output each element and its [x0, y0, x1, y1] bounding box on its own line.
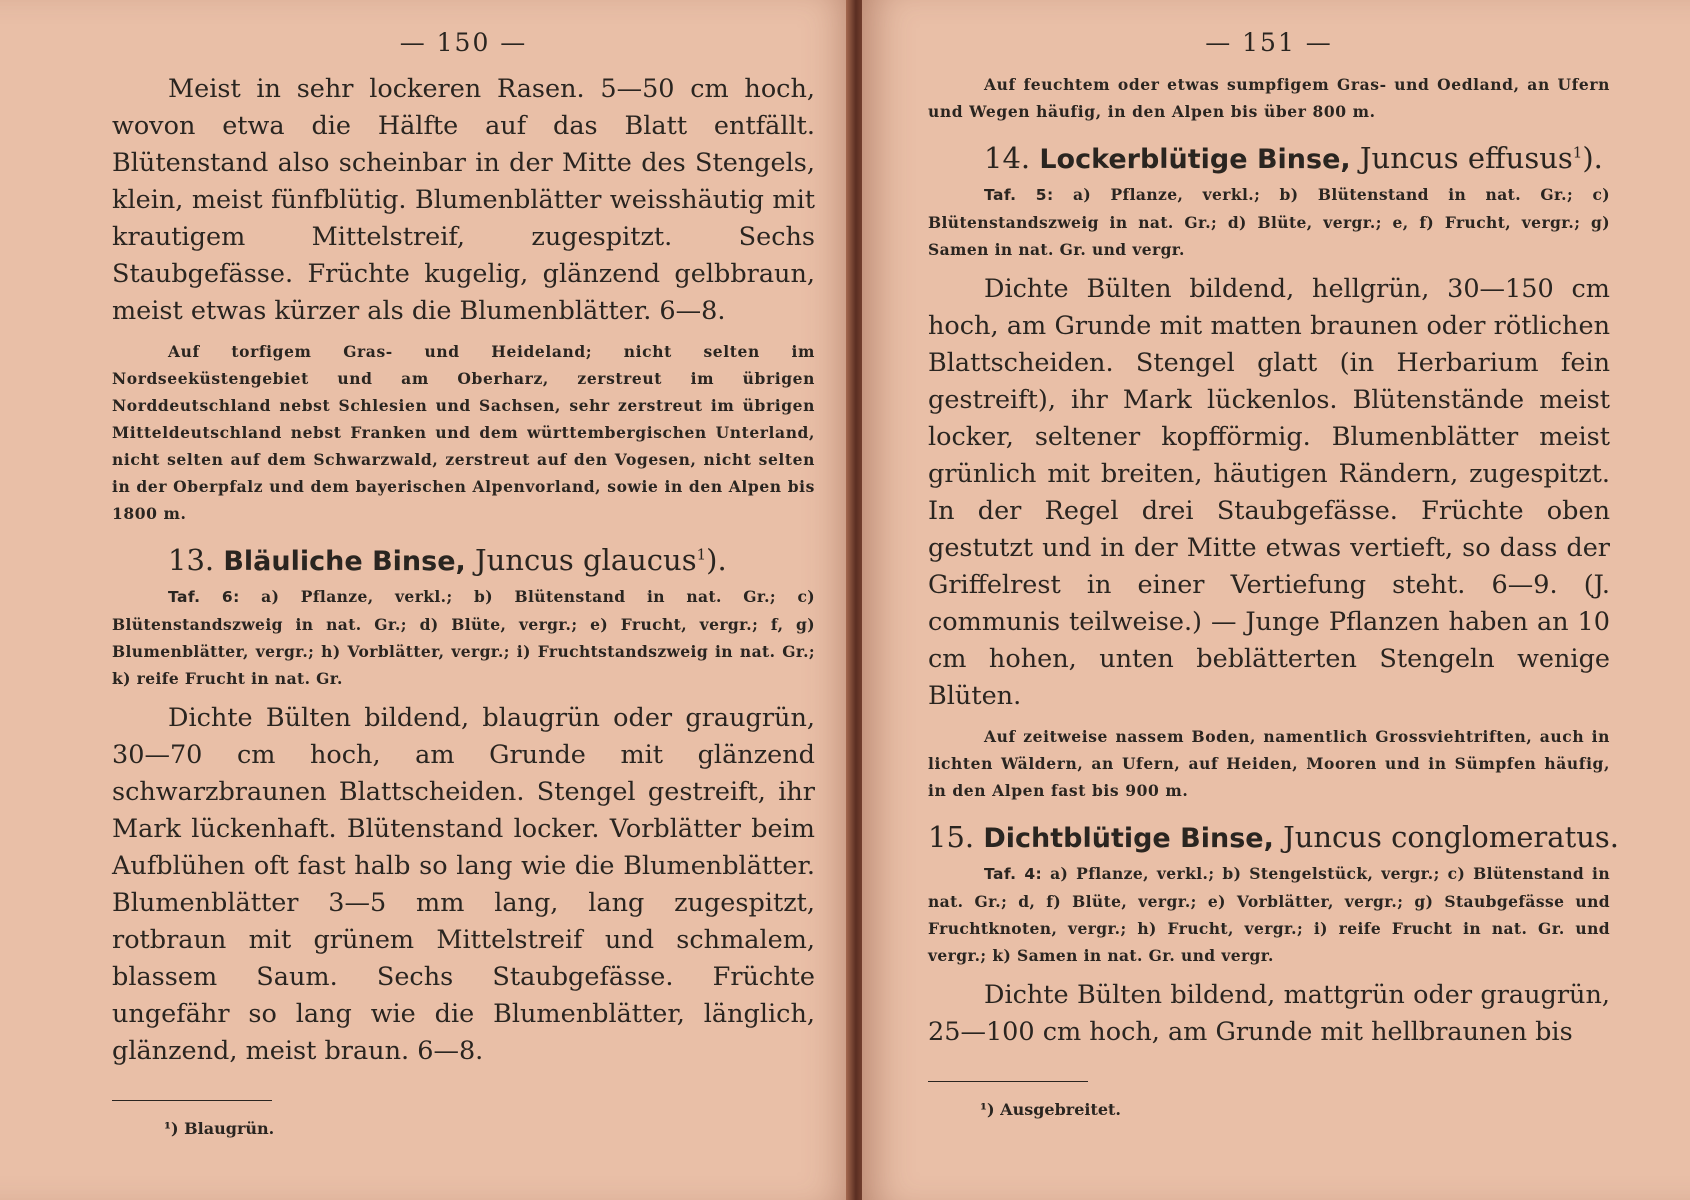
- species-common-name: Dichtblütige Binse,: [983, 823, 1274, 854]
- heading-closing: ).: [706, 543, 727, 577]
- footnote: ¹) Blaugrün.: [164, 1119, 275, 1138]
- plate-text: a) Pflanze, verkl.; b) Stengelstück, vergr.; c) Blütenstand in nat. Gr.; d, f) Blüte, vergr.; e) Vorblätter, vergr.; g) Staubgefässe und Fruchtknoten, vergr.; h) Frucht, vergr.; i) reife Frucht in nat. Gr. und vergr.; k) Samen in nat. Gr. und vergr.: [928, 864, 1611, 965]
- species-heading-14: [984, 141, 1610, 175]
- page-number: — 151 —: [1205, 28, 1333, 57]
- page-number: — 150 —: [399, 28, 528, 57]
- plate-label: Taf. 4:: [984, 865, 1043, 883]
- footnote-marker: 1: [1572, 143, 1583, 162]
- right-page: [862, 0, 1690, 1200]
- plate-text: a) Pflanze, verkl.; b) Blütenstand in nat. Gr.; c) Blütenstandszweig in nat. Gr.; d) Blüte, vergr.; e, f) Frucht, vergr.; g) Samen in nat. Gr. und vergr.: [928, 185, 1611, 259]
- species-latin-name: Juncus conglomeratus.: [1283, 820, 1619, 854]
- plate-label: Taf. 5:: [984, 186, 1054, 204]
- plate-reference: [928, 860, 1610, 969]
- plate-reference: [928, 181, 1610, 263]
- species-heading-15: [928, 820, 1619, 854]
- heading-closing: ).: [1582, 141, 1603, 175]
- footnote-marker: 1: [696, 545, 707, 564]
- footnote: ¹) Ausgebreitet.: [980, 1100, 1121, 1119]
- habitat-note: Auf torfigem Gras- und Heideland; nicht selten im Nordseeküstengebiet und am Oberharz, zerstreut im übrigen Norddeutschland nebst Schlesien und Sachsen, sehr zerstreut im übrigen Mitteldeutschland nebst Franken und dem württembergischen Unterland, nicht selten auf dem Schwarzwald, zerstreut auf den Vogesen, nicht selten in der Oberpfalz und dem bayerischen Alpenvorland, sowie in den Alpen bis 1800 m.: [112, 342, 815, 523]
- plate-label: Taf. 6:: [168, 588, 240, 606]
- species-number: 13.: [168, 543, 215, 577]
- plate-reference: [112, 583, 815, 692]
- plate-text: a) Pflanze, verkl.; b) Blütenstand in nat. Gr.; c) Blütenstandszweig in nat. Gr.; d) Blüte, vergr.; e) Frucht, vergr.; f, g) Blumenblätter, vergr.; h) Vorblätter, vergr.; i) Fruchtstandszweig in nat. Gr.; k) reife Frucht in nat. Gr.: [112, 587, 816, 688]
- species-latin-name: Juncus glaucus: [474, 543, 697, 577]
- species-number: 14.: [984, 141, 1031, 175]
- habitat-note: Auf zeitweise nassem Boden, namentlich Grossviehtriften, auch in lichten Wäldern, an Ufern, auf Heiden, Mooren und in Sümpfen häufig, in den Alpen fast bis 900 m.: [928, 727, 1610, 800]
- species-common-name: Lockerblütige Binse,: [1039, 144, 1351, 175]
- continuation-paragraph: Meist in sehr lockeren Rasen. 5—50 cm hoch, wovon etwa die Hälfte auf das Blatt entfällt. Blütenstand also scheinbar in der Mitte des Stengels, klein, meist fünfblütig. Blumenblätter weisshäutig mit krautigem Mittelstreif, zugespitzt. Sechs Staubgefässe. Früchte kugelig, glänzend gelbbraun, meist etwas kürzer als die Blumenblätter. 6—8.: [112, 74, 815, 326]
- footnote-rule: [112, 1100, 272, 1101]
- species-description: Dichte Bülten bildend, blaugrün oder graugrün, 30—70 cm hoch, am Grunde mit glänzend schwarzbraunen Blattscheiden. Stengel gestreift, ihr Mark lückenhaft. Blütenstand locker. Vorblätter beim Aufblühen oft fast halb so lang wie die Blumenblätter. Blumenblätter 3—5 mm lang, lang zugespitzt, rotbraun mit grünem Mittelstreif und schmalem, blassem Saum. Sechs Staubgefässe. Früchte ungefähr so lang wie die Blumenblätter, länglich, glänzend, meist braun. 6—8.: [112, 703, 815, 1066]
- species-description: Dichte Bülten bildend, hellgrün, 30—150 cm hoch, am Grunde mit matten braunen oder rötlichen Blattscheiden. Stengel glatt (in Herbarium fein gestreift), ihr Mark lückenlos. Blütenstände meist locker, seltener kopfförmig. Blumenblätter meist grünlich mit breiten, häutigen Rändern, zugespitzt. In der Regel drei Staubgefässe. Früchte oben gestutzt und in der Mitte etwas vertieft, so dass der Griffelrest in einer Vertiefung steht. 6—9. (J. communis teilweise.) — Junge Pflanzen haben an 10 cm hohen, unten beblätterten Stengeln wenige Blüten.: [928, 274, 1610, 711]
- species-description: Dichte Bülten bildend, mattgrün oder graugrün, 25—100 cm hoch, am Grunde mit hellbraunen bis: [928, 980, 1610, 1047]
- species-latin-name: Juncus effusus: [1359, 141, 1573, 175]
- habitat-note: Auf feuchtem oder etwas sumpfigem Gras- und Oedland, an Ufern und Wegen häufig, in den Alpen bis über 800 m.: [928, 75, 1610, 121]
- footnote-rule: [928, 1081, 1088, 1082]
- species-heading-13: [168, 543, 815, 577]
- species-number: 15.: [928, 820, 975, 854]
- species-common-name: Bläuliche Binse,: [223, 546, 466, 577]
